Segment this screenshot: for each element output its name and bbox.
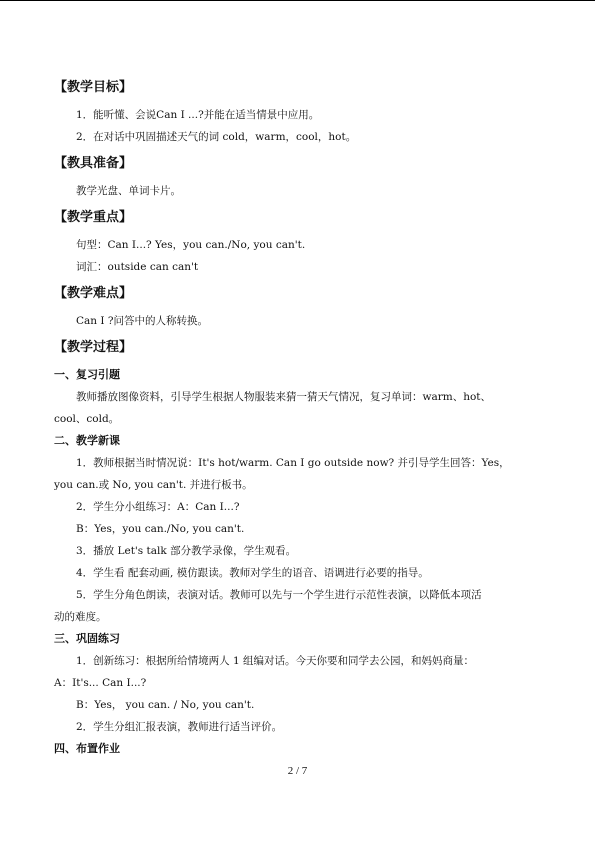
section-difficulties [54, 284, 544, 332]
section-title: 【教具准备】 [54, 156, 133, 171]
review-line: 教师播放图像资料，引导学生根据人物服装来猜一猜天气情况，复习单词：warm、hot、 [76, 391, 492, 403]
subsection-title: 二、教学新课 [54, 434, 120, 447]
lesson-line: 1．教师根据当时情况说：It's hot/warm. Can I go outside now? 并引导学生回答：Yes， [76, 457, 510, 469]
lesson-line: 动的难度。 [54, 611, 107, 623]
section-materials [54, 154, 544, 202]
review-line: cool、cold。 [54, 413, 120, 425]
section-title: 【教学目标】 [54, 80, 133, 95]
practice-line: A：It's... Can I...? [54, 677, 147, 689]
practice-line: B：Yes， you can. / No, you can't. [76, 699, 255, 711]
section-title: 【教学重点】 [54, 210, 133, 225]
difficulty-text: Can I ?问答中的人称转换。 [76, 315, 209, 327]
section-process [54, 338, 544, 760]
lesson-line: you can.或 No, you can't. 并进行板书。 [54, 479, 253, 491]
section-title: 【教学难点】 [54, 286, 133, 301]
practice-line: 2．学生分组汇报表演，教师进行适当评价。 [76, 721, 283, 733]
lesson-line: B：Yes，you can./No, you can't. [76, 523, 245, 535]
section-objectives [54, 78, 544, 148]
objective-item: 1．能听懂、会说Can I ...?并能在适当情景中应用。 [76, 109, 320, 121]
key-sentence: 句型：Can I...? Yes，you can./No, you can't. [76, 239, 306, 251]
top-rule [0, 0, 595, 1]
document-body [54, 78, 544, 760]
subsection-title: 四、布置作业 [54, 742, 120, 755]
lesson-line: 4．学生看 配套动画, 模仿跟读。教师对学生的语音、语调进行必要的指导。 [76, 567, 429, 579]
page-number: 2 / 7 [287, 765, 308, 777]
subsection-title: 三、巩固练习 [54, 632, 120, 645]
lesson-line: 5．学生分角色朗读，表演对话。教师可以先与一个学生进行示范性表演，以降低本项活 [76, 589, 482, 601]
materials-text: 教学光盘、单词卡片。 [76, 185, 181, 197]
section-title: 【教学过程】 [54, 340, 133, 355]
key-vocab: 词汇：outside can can't [76, 261, 199, 273]
lesson-line: 3．播放 Let's talk 部分教学录像，学生观看。 [76, 545, 297, 557]
section-key-points [54, 208, 544, 278]
practice-line: 1．创新练习：根据所给情境两人 1 组编对话。今天你要和同学去公园，和妈妈商量： [76, 655, 475, 667]
lesson-line: 2．学生分小组练习：A：Can I...? [76, 501, 240, 513]
subsection-title: 一、复习引题 [54, 368, 120, 381]
objective-item: 2．在对话中巩固描述天气的词 cold，warm，cool，hot。 [76, 131, 357, 143]
